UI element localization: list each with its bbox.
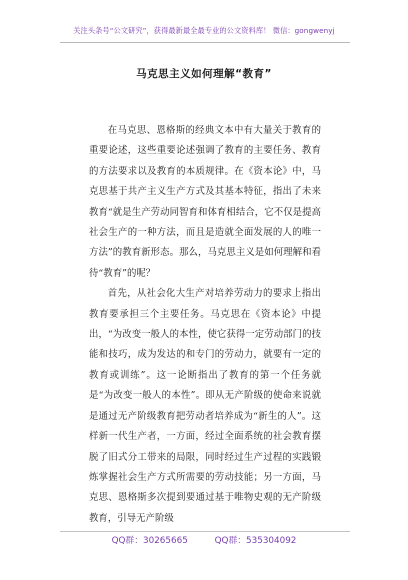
document-body [89, 121, 321, 529]
footer-divider [60, 531, 350, 532]
footer [0, 533, 408, 546]
footer-qq-group-2: QQ群：535304092 [214, 536, 297, 546]
footer-qq-group-1: QQ群：30265665 [111, 536, 188, 546]
header-banner: 关注头条号“公文研究”，获得最新最全最专业的公文资料库！ 微信：gongwenyj [73, 26, 335, 35]
page-title: 马克思主义如何理解“教育” [136, 68, 272, 80]
header-divider [60, 42, 350, 43]
paragraph-1: 在马克思、恩格斯的经典文本中有大量关于教育的重要论述，这些重要论述强调了教育的主要任务、教育的方法要求以及教育的本质规律。在《资本论》中，马克思基于共产主义生产方式及其基本特征，指出了未来教育“就是生产劳动同智育和体育相结合，它不仅是提高社会生产的一种方法，而且是造就全面发展的人的唯一方法”的教育新形态。那么，马克思主义是如何理解和看待“教育”的呢？ [89, 125, 321, 279]
paragraph-2: 首先，从社会化大生产对培养劳动力的要求上指出教育要承担三个主要任务。马克思在《资本论》中提出，“为改变一般人的本性，使它获得一定劳动部门的技能和技巧，成为发达的和专门的劳动力，就要有一定的教育或训练”。这一论断指出了教育的第一个任务就是“为改变一般人的本性”。即从无产阶级的使命来说就是通过无产阶级教育把劳动者培养成为“新生的人”。这样新一代生产者，一方面，经过全面系统的社会教育摆脱了旧式分工带来的局限，同时经过生产过程的实践锻炼掌握社会生产方式所需要的劳动技能；另一方面，马克思、恩格斯多次提到要通过基于唯物史观的无产阶级教育，引导无产阶级 [89, 288, 321, 524]
